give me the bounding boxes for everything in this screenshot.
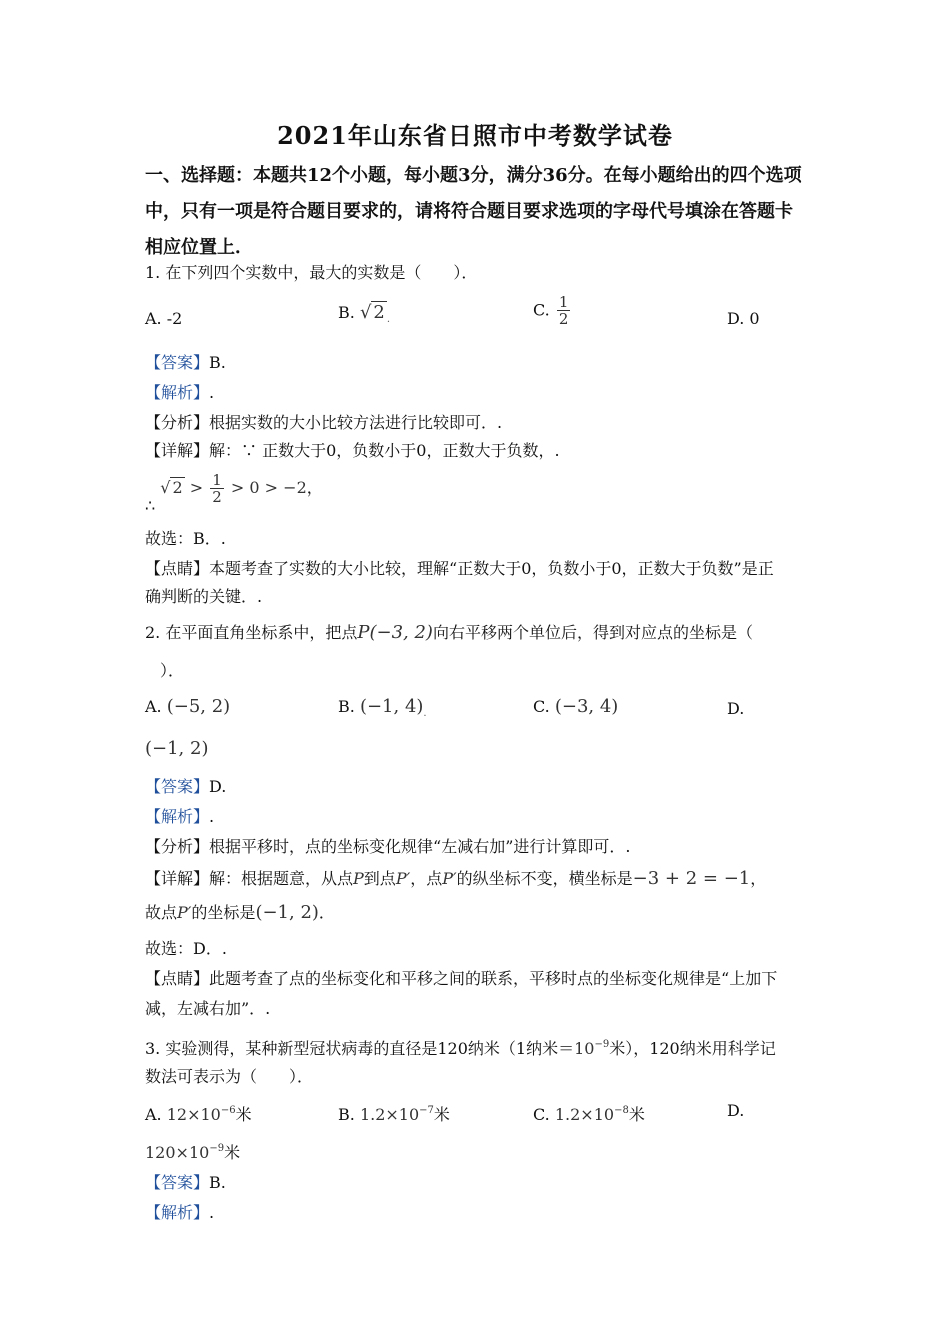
q1-stem: 1. 在下列四个实数中，最大的实数是（ ）． [145, 263, 478, 282]
q1-inequality [145, 471, 323, 515]
detail-tag: 【详解】 [145, 869, 210, 888]
ineq-comma: ， [306, 478, 323, 497]
q3-answer [145, 1172, 226, 1194]
fenxi-text: 根据实数的大小比较方法进行比较即可．. [209, 413, 503, 432]
q3-stem [145, 1034, 776, 1060]
q3-stem-power-base: 10 [574, 1039, 595, 1058]
q3-analysis [145, 1202, 214, 1224]
q3-option-d-base: 120×10 [145, 1143, 210, 1162]
detail-line2-1: 故点 [145, 903, 178, 922]
q1-option-d: D. 0 [727, 309, 760, 328]
q3-option-d-unit: 米 [224, 1143, 241, 1162]
q2-option-c [533, 696, 618, 718]
ineq-sqrt-value: 2 [172, 478, 183, 497]
q3-option-a [145, 1100, 252, 1126]
answer-value: D. [209, 777, 227, 796]
q1-answer [145, 352, 226, 374]
comment-tag: 【点睛】 [145, 559, 210, 578]
q3-option-a-exp: −6 [220, 1105, 236, 1116]
answer-tag: 【答案】 [145, 353, 210, 372]
analysis-text: . [209, 1203, 215, 1222]
q3-option-c-exp: −8 [614, 1105, 629, 1116]
fraction-denominator: 2 [212, 488, 222, 506]
analysis-text: . [209, 383, 215, 402]
q1-comment-cont: 确判断的关键．. [145, 587, 263, 606]
q2-stem-cont: ）． [160, 661, 185, 680]
q1-option-c-fraction [557, 294, 571, 327]
q1-detail [145, 440, 560, 462]
q1-fenxi [145, 412, 502, 434]
q2-option-d-value [145, 738, 208, 760]
q2-option-b-value: (−1, 4) [359, 696, 424, 717]
q3-option-b-label: B. [338, 1105, 355, 1124]
q1-comment [145, 558, 774, 580]
q2-analysis [145, 806, 214, 828]
q3-option-c-base: 1.2×10 [554, 1105, 615, 1124]
q2-stem-part2: 向右平移两个单位后，得到对应点的坐标是（ [432, 623, 753, 642]
q3-option-c-unit: 米 [628, 1105, 645, 1124]
q3-option-a-unit: 米 [235, 1105, 252, 1124]
q2-option-b: B. (−1, $4)_.$ [338, 696, 427, 719]
q2-fenxi [145, 836, 630, 858]
ineq-rest: > 0 > −2 [230, 478, 307, 497]
q1-option-b-label: B. [338, 303, 355, 322]
q2-option-c-label: C. [533, 697, 550, 716]
q2-option-c-value: (−3, 4) [554, 696, 619, 717]
sqrt-symbol: √ 2 [160, 478, 183, 497]
sqrt-symbol: √ 2 [359, 302, 385, 323]
detail-line2-3: ． [318, 903, 335, 922]
page-title: 2021年山东省日照市中考数学试卷 [277, 121, 673, 150]
detail-text-1: 解：根据题意，从点 [209, 869, 354, 888]
q2-detail-cont [145, 902, 335, 924]
q2-option-d-coord: (−1, 2) [145, 738, 209, 759]
q3-option-b-exp: −7 [419, 1105, 434, 1116]
q3-stem-cont: 数法可表示为（ ）． [145, 1067, 314, 1086]
therefore-symbol: ∴ [145, 496, 156, 515]
q3-option-d-label: D. [727, 1101, 745, 1120]
q2-option-a-value: (−5, 2) [166, 696, 231, 717]
analysis-tag: 【解析】 [145, 1203, 210, 1222]
analysis-text: . [209, 807, 215, 826]
q3-option-a-base: 12×10 [166, 1105, 221, 1124]
q1-option-c [533, 294, 572, 327]
detail-point-p-prime-2: P′ [442, 869, 457, 888]
section-header: 一、选择题：本题共12个小题，每小题3分，满分36分。在每小题给出的四个选项中，只有一项是符合题目要求的，请将符合题目要求选项的字母代号填涂在答题卡相应位置上． [145, 165, 802, 258]
q3-stem-power-exp: −9 [594, 1039, 610, 1050]
fenxi-tag: 【分析】 [145, 837, 210, 856]
detail-text-4: 的纵坐标不变，横坐标是 [456, 869, 633, 888]
q3-option-c-label: C. [533, 1105, 550, 1124]
comment-tag: 【点睛】 [145, 969, 210, 988]
q3-option-b-unit: 米 [433, 1105, 450, 1124]
fenxi-tag: 【分析】 [145, 413, 210, 432]
fraction-numerator: 1 [212, 471, 222, 489]
detail-line2-point: P′ [177, 903, 192, 922]
q2-point: P(−3, 2) [357, 622, 433, 643]
detail-tag: 【详解】 [145, 441, 210, 460]
q3-option-d-value [145, 1138, 240, 1164]
q3-option-a-label: A. [145, 1105, 162, 1124]
answer-value: B. [209, 353, 226, 372]
q2-option-a [145, 696, 230, 718]
q3-option-d-exp: −9 [209, 1143, 225, 1154]
detail-text: 解：∵ 正数大于0，负数小于0，正数大于负数，. [209, 441, 560, 460]
q2-option-b-label: B. [338, 697, 355, 716]
q3-option-b [338, 1100, 450, 1126]
detail-point-p: P [353, 869, 364, 888]
q2-option-d-label: D. [727, 699, 745, 718]
ineq-gt: > [189, 478, 204, 497]
ineq-fraction [210, 472, 224, 505]
q2-option-a-label: A. [145, 697, 162, 716]
comment-text: 此题考查了点的坐标变化和平移之间的联系，平移时点的坐标变化规律是“上加下 [209, 969, 778, 988]
q1-option-c-label: C. [533, 300, 550, 320]
answer-value: B. [209, 1173, 226, 1192]
q3-stem-part2: 米），120纳米用科学记 [609, 1039, 776, 1058]
q2-choose: 故选：D．. [145, 939, 227, 958]
q2-stem-part1: 2. 在平面直角坐标系中，把点 [145, 623, 358, 642]
fraction-denominator: 2 [558, 310, 569, 328]
q1-option-a: A. -2 [145, 309, 183, 328]
detail-calc: −3 + 2 = −1 [632, 868, 751, 889]
answer-tag: 【答案】 [145, 1173, 210, 1192]
q3-option-c [533, 1100, 645, 1126]
detail-point-p-prime: P′ [395, 869, 411, 888]
analysis-tag: 【解析】 [145, 383, 210, 402]
fraction-numerator: 1 [558, 293, 569, 311]
detail-text-3: ，点 [410, 869, 443, 888]
detail-line2-2: 的坐标是 [191, 903, 256, 922]
q1-analysis [145, 382, 214, 404]
q3-option-b-base: 1.2×10 [359, 1105, 420, 1124]
q1-option-b-value: 2 [373, 302, 385, 323]
detail-line2-coord: (−1, 2) [255, 902, 319, 923]
q2-answer [145, 776, 226, 798]
q1-option-b: B. √ 2 $_.$ [338, 302, 391, 325]
q2-comment-cont: 减，左减右加”．. [145, 999, 271, 1018]
fenxi-text: 根据平移时，点的坐标变化规律“左减右加”进行计算即可．. [209, 837, 631, 856]
q1-choose: 故选：B．. [145, 529, 226, 548]
q2-detail [145, 868, 766, 890]
detail-text-2: 到点 [363, 869, 396, 888]
analysis-tag: 【解析】 [145, 807, 210, 826]
q2-comment [145, 968, 777, 990]
detail-text-5: ， [750, 869, 767, 888]
answer-tag: 【答案】 [145, 777, 210, 796]
q2-stem [145, 622, 753, 644]
q3-stem-part1: 3. 实验测得，某种新型冠状病毒的直径是120纳米（1纳米＝ [145, 1039, 575, 1058]
comment-text: 本题考查了实数的大小比较，理解“正数大于0，负数小于0，正数大于负数”是正 [209, 559, 774, 578]
